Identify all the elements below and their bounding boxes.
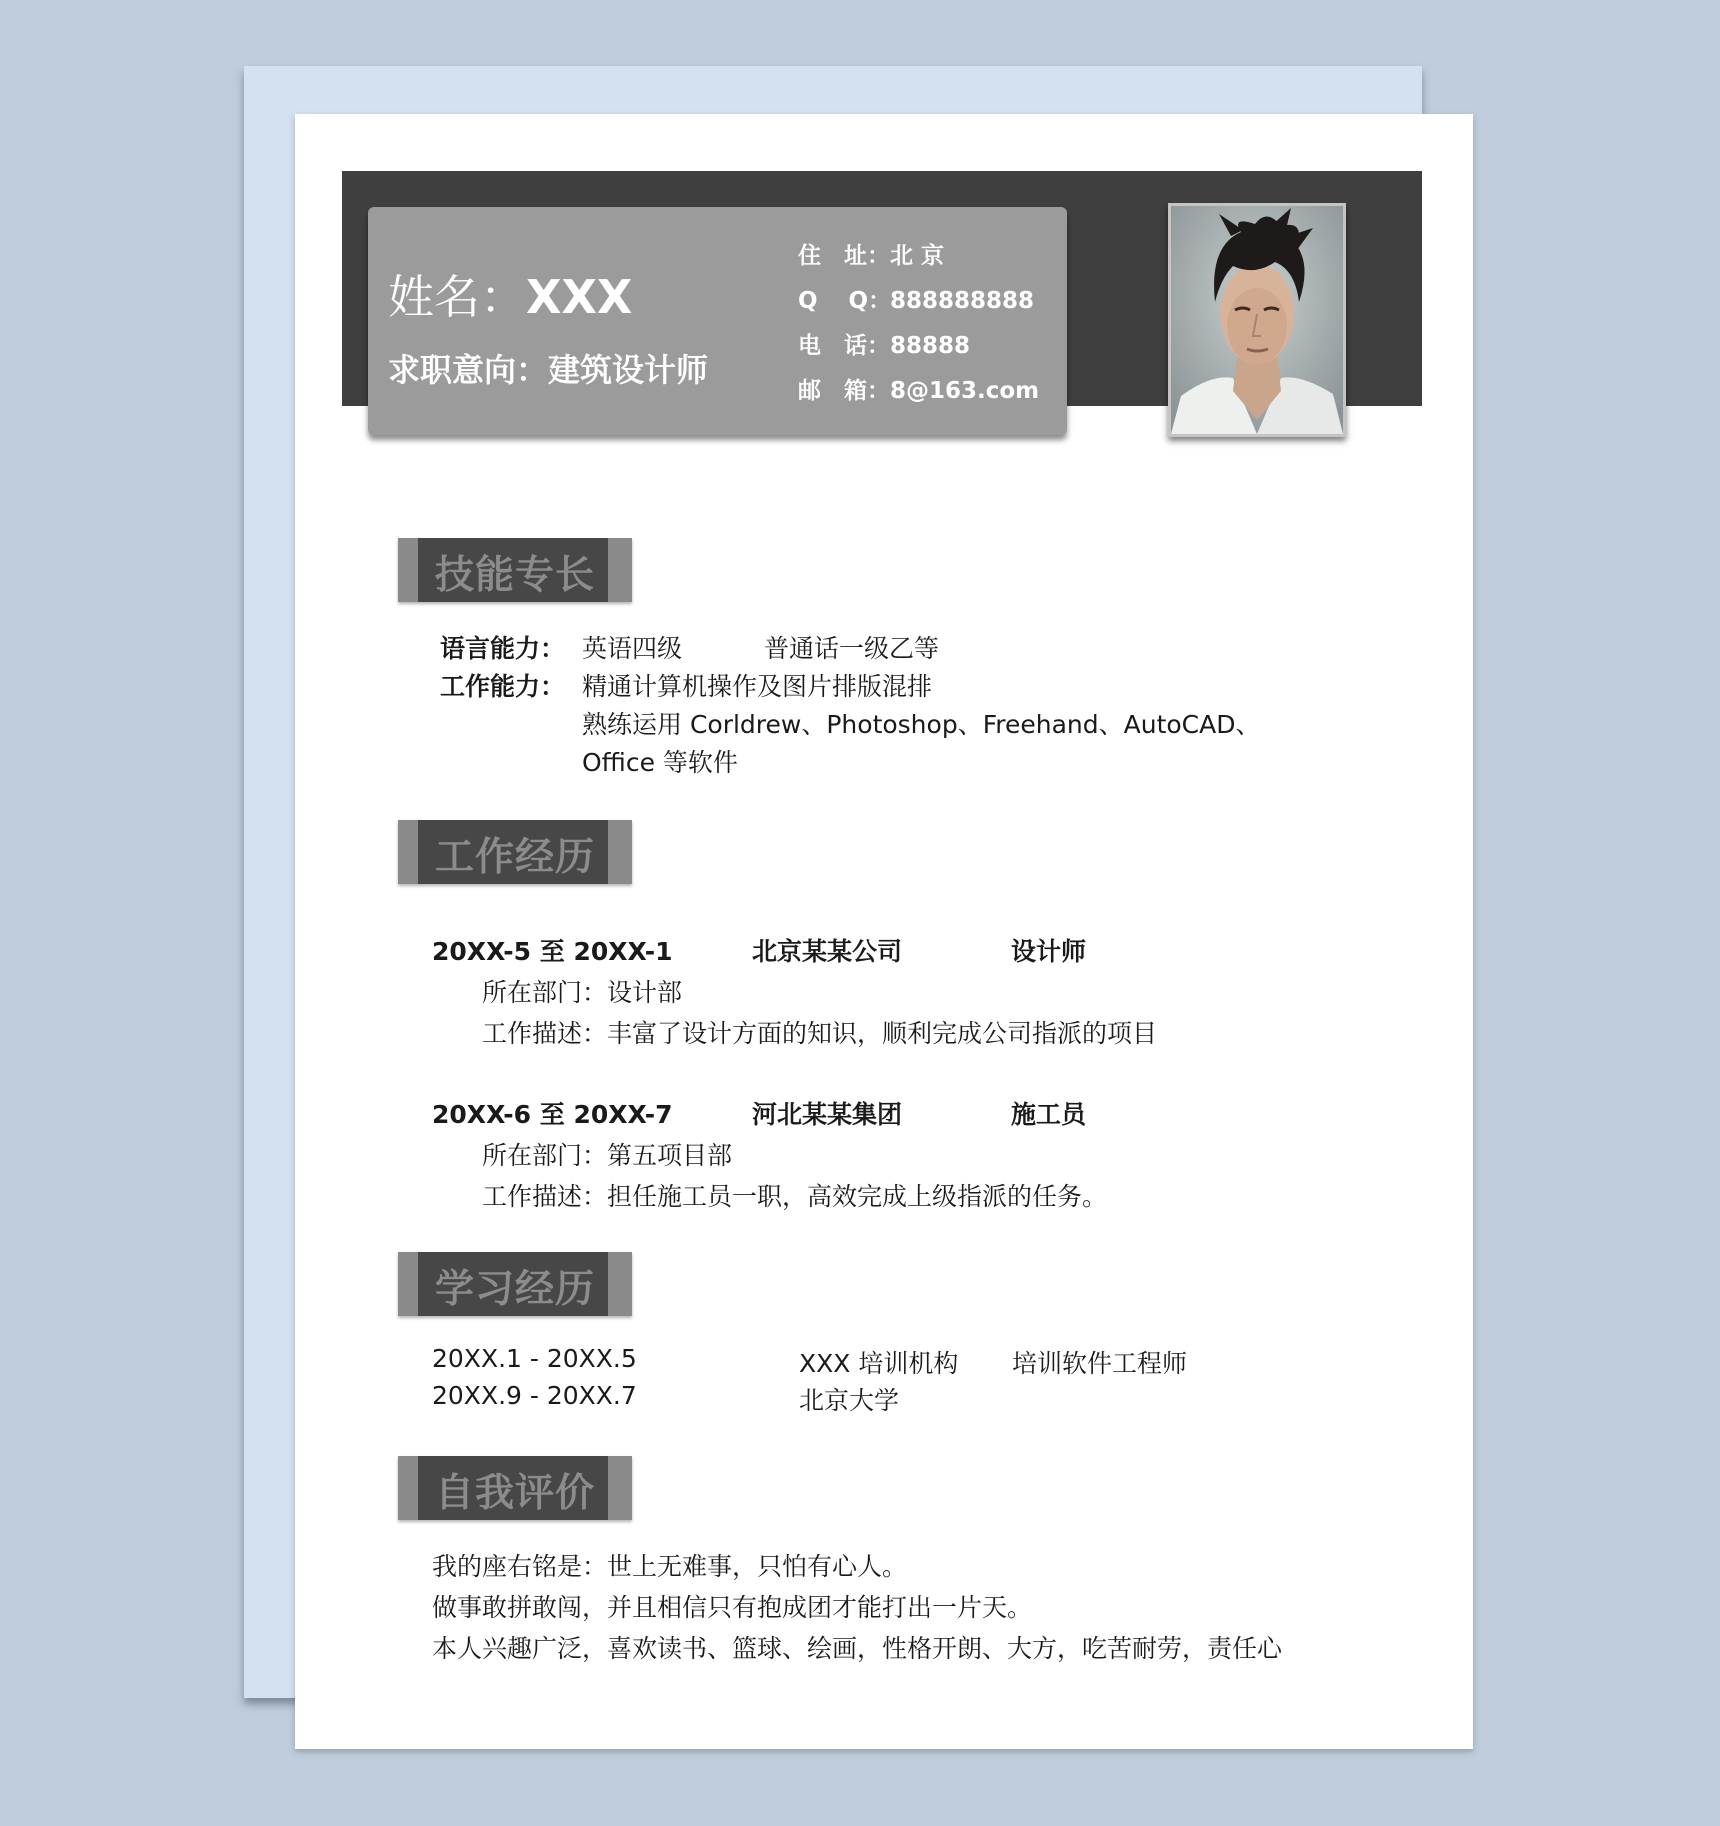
section-title-self-eval: 自我评价 — [434, 1471, 595, 1516]
job-period: 20XX-6 至 20XX-7 — [432, 1100, 673, 1129]
education-school: 北京大学 — [799, 1386, 900, 1415]
portrait-photo — [1168, 203, 1346, 437]
job-company: 河北某某集团 — [752, 1100, 903, 1129]
job-objective: 求职意向：建筑设计师 — [388, 351, 709, 389]
education-major: 培训软件工程师 — [1012, 1349, 1188, 1378]
job-description: 工作描述：担任施工员一职，高效完成上级指派的任务。 — [482, 1182, 1108, 1211]
language-item: 英语四级 — [582, 634, 683, 663]
section-title-education: 学习经历 — [434, 1267, 595, 1312]
self-eval-line: 我的座右铭是：世上无难事，只怕有心人。 — [432, 1552, 908, 1581]
education-school: XXX 培训机构 — [799, 1349, 959, 1378]
contact-qq — [798, 282, 1034, 315]
contact-email — [798, 372, 1039, 405]
self-eval-line: 做事敢拼敢闯，并且相信只有抱成团才能打出一片天。 — [432, 1593, 1033, 1622]
section-tab-self-eval — [398, 1456, 632, 1520]
job-period: 20XX-5 至 20XX-1 — [432, 937, 673, 966]
job-position: 设计师 — [1011, 937, 1087, 966]
section-tab-education — [398, 1252, 632, 1316]
language-label: 语言能力： — [440, 634, 566, 663]
name-line — [388, 261, 632, 327]
contact-address — [798, 237, 944, 270]
job-department: 所在部门：第五项目部 — [482, 1141, 733, 1170]
section-tab-work — [398, 820, 632, 884]
section-title-work: 工作经历 — [434, 835, 595, 880]
contact-label: 电 话： — [798, 333, 890, 359]
job-position: 施工员 — [1011, 1100, 1087, 1129]
contact-label: 住 址： — [798, 243, 890, 269]
work-ability-line: 熟练运用 Corldrew、Photoshop、Freehand、AutoCAD、 — [582, 710, 1261, 739]
contact-label: 邮 箱： — [798, 378, 890, 404]
education-period: 20XX.1 - 20XX.5 — [432, 1344, 637, 1373]
job-description: 工作描述：丰富了设计方面的知识，顺利完成公司指派的项目 — [482, 1019, 1158, 1048]
info-card — [368, 207, 1067, 435]
contact-label: Q Q： — [798, 288, 892, 314]
language-item: 普通话一级乙等 — [764, 634, 940, 663]
work-ability-line: Office 等软件 — [582, 748, 738, 777]
portrait-illustration — [1171, 206, 1343, 434]
contact-value: 北 京 — [890, 243, 945, 269]
contact-value: 88888 — [890, 333, 971, 359]
resume-page — [295, 114, 1473, 1749]
contact-value: 8@163.com — [890, 378, 1040, 404]
job-department: 所在部门：设计部 — [482, 978, 683, 1007]
contact-phone — [798, 327, 970, 360]
name-label: 姓名： — [388, 270, 526, 324]
section-title-skills: 技能专长 — [434, 553, 595, 598]
name-value: XXX — [526, 270, 633, 324]
job-company: 北京某某公司 — [752, 937, 903, 966]
section-tab-skills — [398, 538, 632, 602]
self-eval-line: 本人兴趣广泛，喜欢读书、篮球、绘画，性格开朗、大方，吃苦耐劳，责任心 — [432, 1634, 1283, 1663]
work-ability-line: 精通计算机操作及图片排版混排 — [582, 672, 933, 701]
contact-value: 888888888 — [890, 288, 1035, 314]
education-period: 20XX.9 - 20XX.7 — [432, 1381, 637, 1410]
work-ability-label: 工作能力： — [440, 672, 566, 701]
